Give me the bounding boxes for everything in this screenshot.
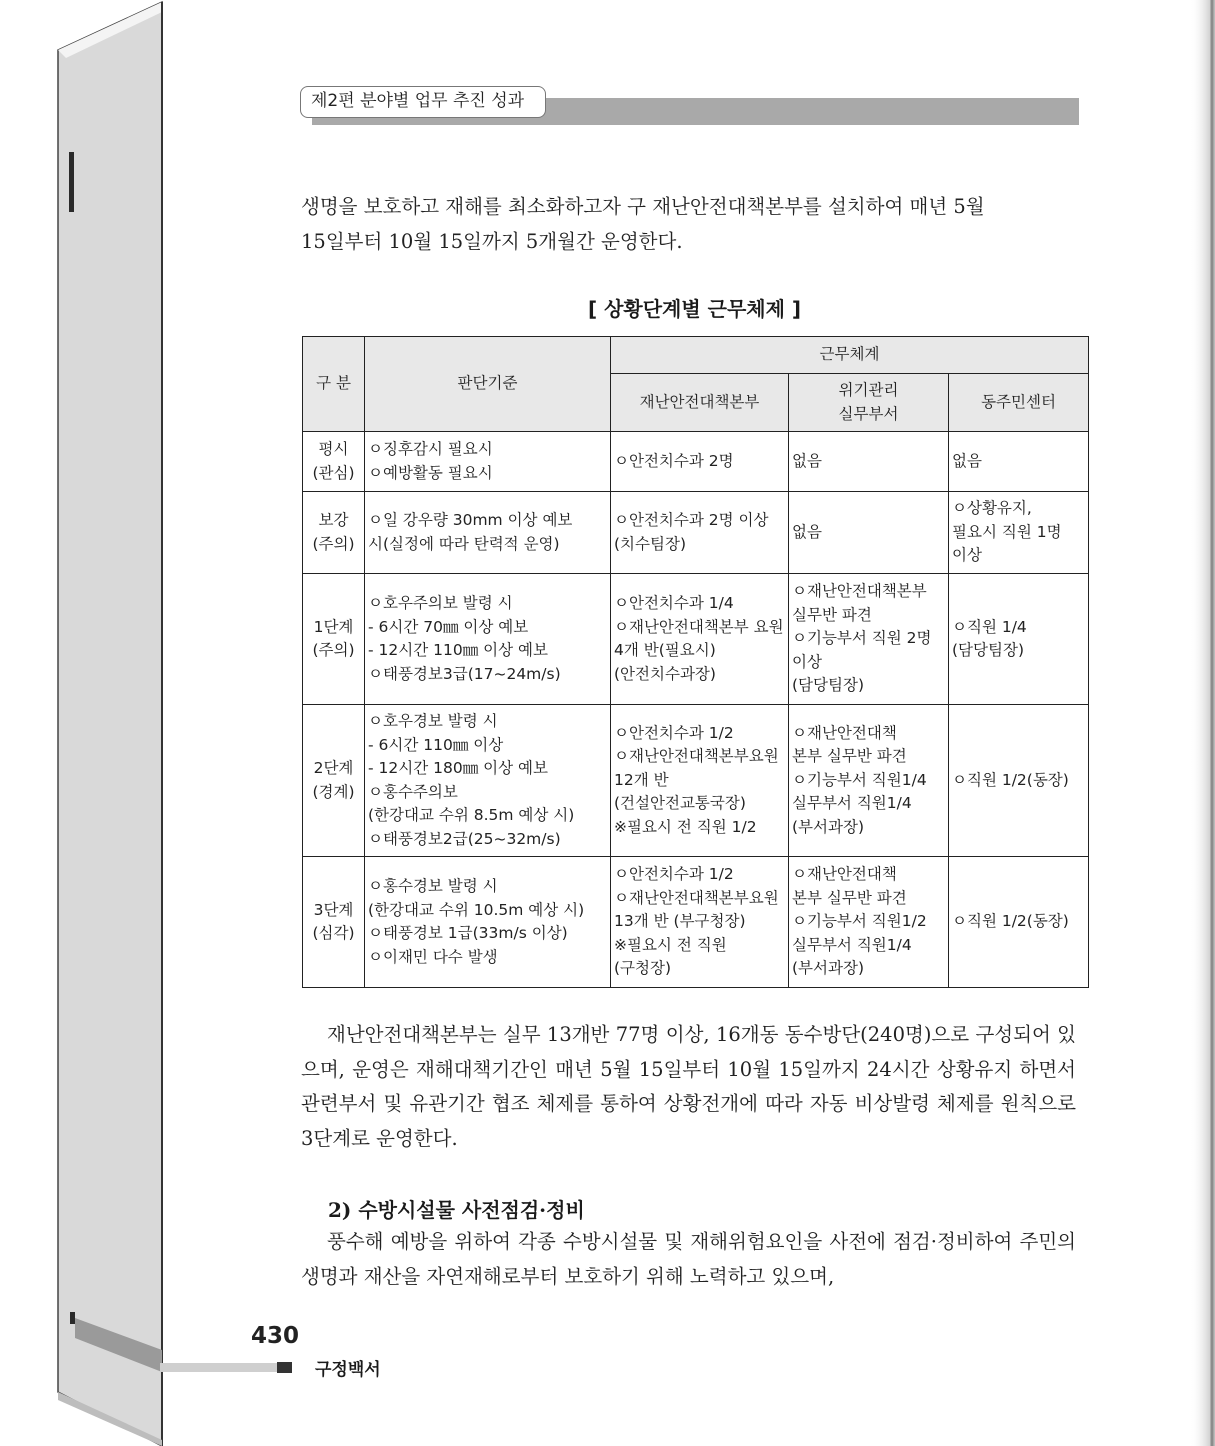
header-crisis-line: 위기관리 — [838, 381, 899, 399]
chapter-header: 제2편 분야별 업무 추진 성과 — [300, 86, 546, 118]
cell-criteria-line: 시(실정에 따라 탄력적 운영) — [368, 534, 560, 553]
cell-category-line: (경계) — [312, 782, 355, 801]
cell-center — [949, 574, 1089, 705]
cell-crisis-line: ㅇ기능부서 직원1/2 — [792, 912, 927, 931]
cell-crisis — [789, 857, 949, 988]
cell-crisis-line: 이상 — [792, 652, 822, 671]
header-work-system: 근무체계 — [611, 337, 1089, 374]
cell-crisis-line: ㅇ기능부서 직원 2명 — [792, 629, 932, 648]
paragraph-2-text: 재난안전대책본부는 실무 13개반 77명 이상, 16개동 동수방단(240명)으로 구성되어 있으며, 운영은 재해대책기간인 매년 5월 15일부터 10월 15일까지 24시간 상황유지 하면서 관련부서 및 유관기간 협조 체제를 통하여 상황전개에 따라 자동 비상발령 체제를 원칙으로 3단계로 운영한다. — [301, 1023, 1076, 1150]
cell-category — [303, 857, 365, 988]
cell-center — [949, 492, 1089, 574]
header-hq: 재난안전대책본부 — [611, 374, 789, 432]
cell-hq — [611, 492, 789, 574]
section-title: 2) 수방시설물 사전점검·정비 — [328, 1198, 585, 1222]
cell-criteria-line: - 12시간 110㎜ 이상 예보 — [368, 641, 548, 659]
intro-line-1: 생명을 보호하고 재해를 최소화하고자 구 재난안전대책본부를 설치하여 매년 5월 — [301, 195, 985, 218]
cell-criteria-line: (한강대교 수위 8.5m 예상 시) — [368, 806, 575, 824]
cell-center-line: 이상 — [952, 546, 982, 565]
cell-criteria-line: ㅇ홍수주의보 — [368, 782, 458, 801]
cell-crisis — [789, 705, 949, 857]
cell-hq — [611, 705, 789, 857]
cell-category-line: (주의) — [312, 534, 355, 553]
table-row — [303, 492, 1089, 574]
cell-hq-line: ※필요시 전 직원 1/2 — [614, 817, 757, 836]
cell-hq-line: 12개 반 — [614, 770, 669, 789]
cell-center-line: (담당팀장) — [952, 641, 1024, 659]
page-number: 430 — [251, 1323, 300, 1349]
cell-hq-line: ㅇ안전치수과 1/2 — [614, 865, 734, 884]
cell-category — [303, 705, 365, 857]
cell-crisis-line: ㅇ재난안전대책 — [792, 723, 897, 742]
cell-hq-line: 4개 반(필요시) — [614, 641, 716, 659]
header-category: 구 분 — [303, 337, 365, 432]
section-paragraph — [301, 1225, 1076, 1294]
table-body — [303, 432, 1089, 988]
cell-crisis — [789, 574, 949, 705]
cell-criteria-line: ㅇ이재민 다수 발생 — [368, 947, 498, 966]
cell-hq-line: 13개 반 (부구청장) — [614, 912, 746, 931]
cell-crisis-line: (부서과장) — [792, 817, 864, 836]
cell-criteria-line: ㅇ태풍경보2급(25~32m/s) — [368, 829, 561, 848]
cell-hq — [611, 432, 789, 492]
cell-center — [949, 705, 1089, 857]
intro-paragraph — [301, 190, 1076, 259]
cell-criteria — [365, 705, 611, 857]
cell-criteria-line: ㅇ태풍경보 1급(33m/s 이상) — [368, 924, 568, 942]
cell-crisis-line: (부서과장) — [792, 959, 864, 978]
cell-category-line: 평시 — [318, 440, 349, 458]
cell-crisis-line: ㅇ재난안전대책 — [792, 865, 897, 884]
cell-hq-line: (건설안전교통국장) — [614, 794, 746, 813]
cell-hq — [611, 574, 789, 705]
cell-criteria-line: ㅇ홍수경보 발령 시 — [368, 877, 498, 895]
cell-crisis-line: (담당팀장) — [792, 676, 864, 695]
table-row — [303, 432, 1089, 492]
table-row — [303, 857, 1089, 988]
header-crisis-line: 실무부서 — [838, 404, 899, 423]
work-system-table — [302, 336, 1089, 988]
cell-criteria — [365, 574, 611, 705]
header-criteria: 판단기준 — [365, 337, 611, 432]
cell-center — [949, 857, 1089, 988]
cell-criteria-line: ㅇ예방활동 필요시 — [368, 463, 493, 482]
cell-criteria-line: - 6시간 110㎜ 이상 — [368, 735, 504, 754]
cell-crisis — [789, 432, 949, 492]
cell-hq-line: ㅇ안전치수과 1/4 — [614, 594, 734, 612]
cell-hq-line: ※필요시 전 직원 — [614, 935, 727, 954]
cell-hq-line: ㅇ안전치수과 2명 이상 — [614, 511, 769, 529]
cell-category — [303, 574, 365, 705]
table-row — [303, 574, 1089, 705]
cell-hq-line: (치수팀장) — [614, 534, 686, 553]
cell-criteria-line: (한강대교 수위 10.5m 예상 시) — [368, 900, 585, 919]
cell-crisis-line: 실무부서 직원1/4 — [792, 794, 912, 813]
cell-center-line: ㅇ상황유지, — [952, 499, 1032, 518]
cell-category-line: 2단계 — [313, 759, 354, 777]
table-title: [ 상황단계별 근무체제 ] — [587, 297, 802, 321]
cell-hq — [611, 857, 789, 988]
cell-crisis — [789, 492, 949, 574]
cell-center — [949, 432, 1089, 492]
cell-crisis-line: 본부 실무반 파견 — [792, 888, 907, 907]
cell-crisis-line: 없음 — [792, 451, 822, 470]
cell-hq-line: ㅇ재난안전대책본부요원 — [614, 888, 779, 907]
section-text: 풍수해 예방을 위하여 각종 수방시설물 및 재해위험요인을 사전에 점검·정비하여 주민의 생명과 재산을 자연재해로부터 보호하기 위해 노력하고 있으며, — [301, 1230, 1076, 1288]
cell-hq-line: ㅇ안전치수과 1/2 — [614, 723, 734, 742]
table-row — [303, 705, 1089, 857]
cell-center-line: ㅇ직원 1/2(동장) — [952, 912, 1069, 931]
cell-category-line: 3단계 — [313, 900, 354, 919]
cell-category-line: (관심) — [312, 463, 355, 482]
cell-center-line: 필요시 직원 1명 — [952, 522, 1062, 541]
footer-book-title: 구정백서 — [315, 1360, 381, 1380]
cell-category — [303, 492, 365, 574]
cell-crisis-line: 실무부서 직원1/4 — [792, 935, 912, 954]
cell-criteria-line: - 12시간 180㎜ 이상 예보 — [368, 759, 548, 777]
cell-hq-line: (구청장) — [614, 959, 672, 978]
cell-criteria — [365, 492, 611, 574]
cell-criteria-line: ㅇ호우경보 발령 시 — [368, 712, 498, 730]
header-crisis — [789, 374, 949, 432]
footer-block — [277, 1362, 292, 1373]
cell-criteria — [365, 857, 611, 988]
cell-category-line: (주의) — [312, 641, 355, 659]
cell-criteria-line: ㅇ태풍경보3급(17~24m/s) — [368, 664, 561, 683]
cell-crisis-line: 없음 — [792, 522, 822, 541]
cell-criteria — [365, 432, 611, 492]
cell-category-line: 1단계 — [313, 617, 354, 636]
cell-criteria-line: - 6시간 70㎜ 이상 예보 — [368, 617, 529, 636]
cell-crisis-line: ㅇ기능부서 직원1/4 — [792, 770, 927, 789]
footer-bar — [160, 1363, 277, 1372]
intro-line-2: 15일부터 10월 15일까지 5개월간 운영한다. — [301, 229, 683, 253]
cell-center-line: ㅇ직원 1/4 — [952, 617, 1027, 636]
cell-hq-line: ㅇ재난안전대책본부 요원 — [614, 617, 784, 636]
cell-crisis-line: 실무반 파견 — [792, 605, 872, 624]
cell-center-line: 없음 — [952, 451, 982, 470]
header-center: 동주민센터 — [949, 374, 1089, 432]
cell-center-line: ㅇ직원 1/2(동장) — [952, 770, 1069, 789]
cell-category-line: (심각) — [312, 924, 355, 942]
cell-crisis-line: 본부 실무반 파견 — [792, 747, 907, 766]
cell-crisis-line: ㅇ재난안전대책본부 — [792, 582, 927, 601]
cell-hq-line: ㅇ안전치수과 2명 — [614, 451, 734, 470]
cell-criteria-line: ㅇ징후감시 필요시 — [368, 440, 493, 458]
cell-criteria-line: ㅇ일 강우량 30mm 이상 예보 — [368, 511, 573, 529]
cell-category — [303, 432, 365, 492]
cell-hq-line: ㅇ재난안전대책본부요원 — [614, 747, 779, 766]
cell-category-line: 보강 — [318, 511, 349, 529]
cell-hq-line: (안전치수과장) — [614, 664, 716, 683]
paragraph-2 — [301, 1018, 1076, 1156]
cell-criteria-line: ㅇ호우주의보 발령 시 — [368, 594, 513, 612]
